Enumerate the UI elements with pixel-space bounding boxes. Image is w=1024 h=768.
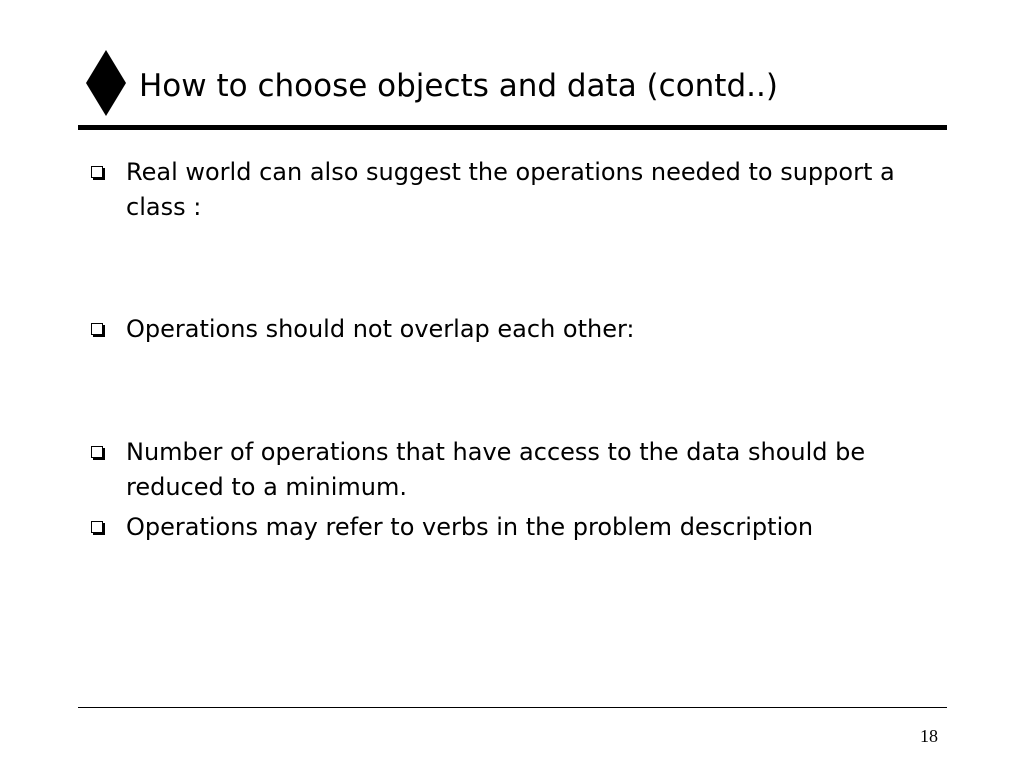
bullet-text: Operations should not overlap each other: bbox=[126, 315, 635, 343]
title-divider bbox=[78, 125, 947, 130]
square-bullet-icon bbox=[91, 521, 103, 533]
page-number: 18 bbox=[920, 726, 938, 746]
footer-divider bbox=[78, 707, 947, 708]
slide-title: How to choose objects and data (contd..) bbox=[139, 68, 778, 104]
square-bullet-icon bbox=[91, 166, 103, 178]
bullet-text: Operations may refer to verbs in the problem description bbox=[126, 513, 814, 541]
square-bullet-icon bbox=[91, 323, 103, 335]
square-bullet-icon bbox=[91, 446, 103, 458]
diamond-icon bbox=[86, 50, 126, 116]
bullet-text: Number of operations that have access to the data should be reduced to a minimum. bbox=[126, 438, 866, 501]
bullet-text: Real world can also suggest the operations needed to support a class : bbox=[126, 158, 895, 221]
